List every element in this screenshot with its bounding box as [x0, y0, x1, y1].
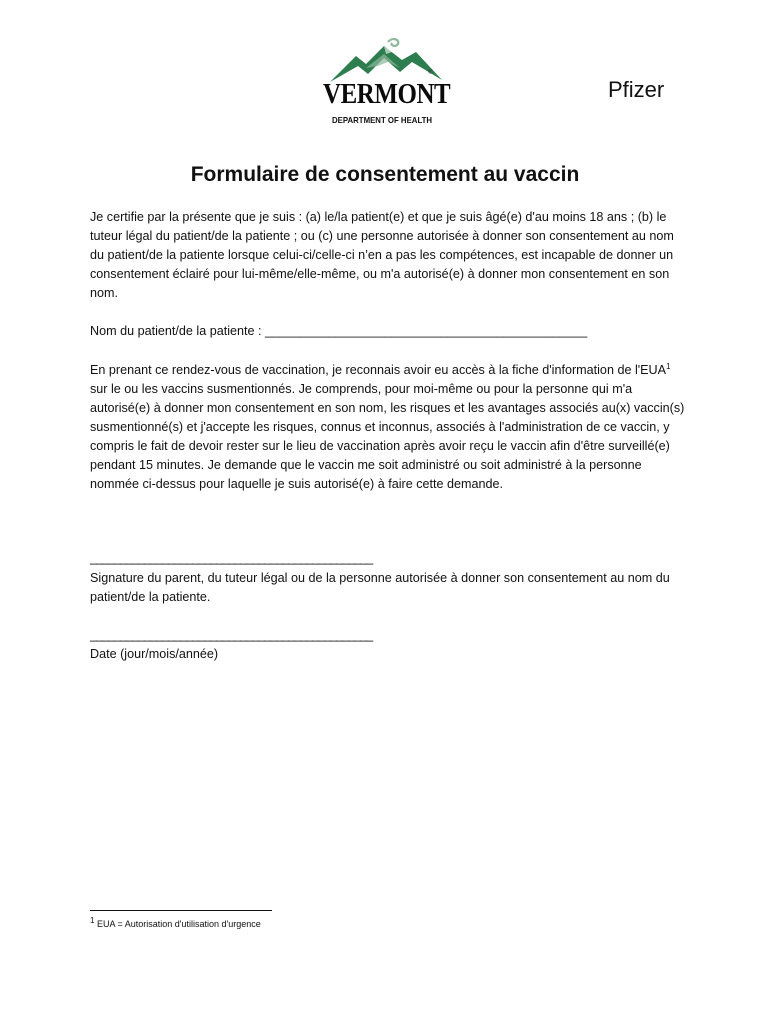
acknowledgement-text-end: sur le ou les vaccins susmentionnés. Je comprends, pour moi-même ou pour la personne qui m'a autorisé(e) à donner mon consentement en son nom, les risques et les avantages associés au(x) vaccin(s) susmentionné(s) et j'accepte les risques, connus et inconnus, associés à l'administration de ce vaccin, y compris le fait de devoir rester sur le lieu de vaccination après avoir reçu le vaccin afin d'être surveillé(e) pendant 15 minutes. Je demande que le vaccin me soit administré ou soit administré à la personne nommée ci-dessus pour laquelle je suis autorisé(e) à faire cette demande.: [90, 382, 685, 491]
patient-name-field: Nom du patient/de la patiente : ______________________________________________: [90, 324, 588, 338]
footnote-text: EUA = Autorisation d'utilisation d'urgence: [94, 919, 261, 929]
footnote-reference: 1: [666, 361, 671, 371]
footnote-divider: [90, 910, 272, 911]
page-title: Formulaire de consentement au vaccin: [190, 163, 580, 186]
vaccine-brand: Pfizer: [608, 77, 665, 102]
trademark-mark: ®: [428, 70, 433, 76]
logo-department: DEPARTMENT OF HEALTH: [332, 115, 433, 125]
footnote: [90, 916, 261, 929]
acknowledgement-paragraph: [90, 361, 690, 494]
date-line: _______________________________________________: [90, 628, 373, 642]
signature-line: _______________________________________________: [90, 551, 373, 565]
date-caption: Date (jour/mois/année): [90, 647, 219, 661]
certification-paragraph: Je certifie par la présente que je suis : (a) le/la patient(e) et que je suis âgé(e) d'au moins 18 ans ; (b) le tuteur légal du patient/de la patiente ; ou (c) une personne autorisée à donner son consentement au nom du patient/de la patiente lorsque celui-ci/celle-ci n’en a pas les compétences, est incapable de donner un consentement éclairé pour lui-même/elle-même, ou m'a autorisé(e) à donner mon consentement en son nom.: [90, 210, 674, 300]
logo-wordmark: VERMONT: [323, 78, 451, 110]
footnote-number: 1: [90, 916, 95, 925]
vermont-health-logo: [318, 38, 458, 128]
acknowledgement-text-start: En prenant ce rendez-vous de vaccination, je reconnais avoir eu accès à la fiche d'information de l'EUA: [90, 363, 667, 377]
signature-caption: Signature du parent, du tuteur légal ou de la personne autorisée à donner son consentement au nom du patient/de la patiente.: [90, 571, 670, 604]
